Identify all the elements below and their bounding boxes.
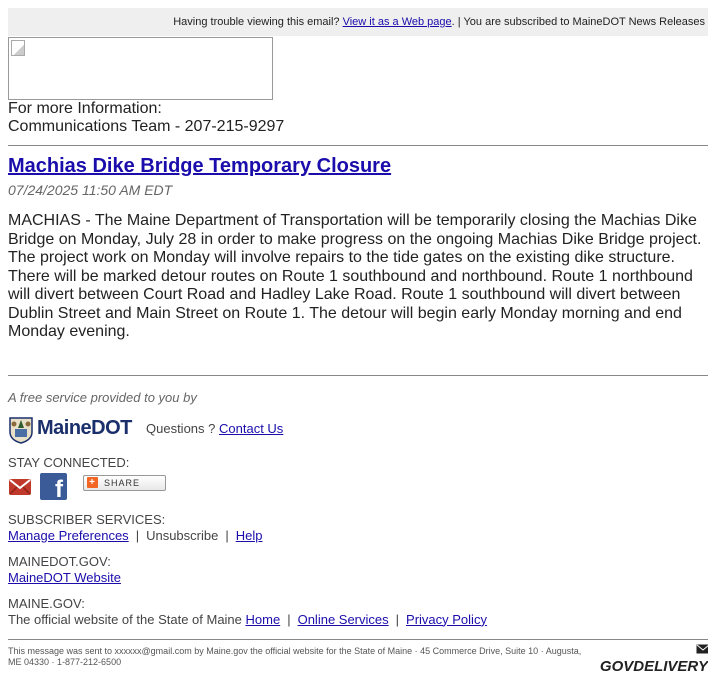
contact-us-link[interactable]: Contact Us (219, 421, 283, 436)
footer (8, 646, 708, 675)
social-row (8, 473, 708, 501)
unsubscribe-link[interactable]: Unsubscribe (146, 528, 218, 543)
questions-text: Questions ? (146, 421, 219, 436)
view-web-page-link[interactable]: View it as a Web page (343, 16, 452, 28)
divider (8, 375, 708, 376)
separator: | (287, 612, 290, 627)
manage-preferences-link[interactable]: Manage Preferences (8, 528, 129, 543)
online-services-link[interactable]: Online Services (298, 612, 389, 627)
contact-info (8, 100, 708, 136)
article-date: 07/24/2025 11:50 AM EDT (8, 182, 708, 198)
stay-connected-label: STAY CONNECTED: (8, 455, 708, 471)
divider (8, 639, 708, 640)
article-body: MACHIAS - The Maine Department of Transportation will be temporarily closing the Machias Dike Bridge on Monday, July 28 in order to make progress on the ongoing Machias Dike Bridge project. The project work on Monday will involve repairs to the tide gates on the existing dike structure. There will be marked detour routes on Route 1 southbound and northbound. Route 1 northbound will divert between Court Road and Hadley Lake Road. Route 1 southbound will divert between Dublin Street and Main Street on Route 1. The detour will begin early Monday morning and end Monday evening. (8, 212, 706, 342)
subscriber-links (8, 528, 708, 544)
header-banner-image (8, 37, 273, 100)
free-service-text: A free service provided to you by (8, 390, 708, 405)
mainedot-wordmark: MaineDOT (37, 417, 132, 440)
divider (8, 145, 708, 146)
govdelivery-logo[interactable] (600, 658, 708, 675)
broken-image-icon (11, 40, 25, 56)
mainedot-website-link[interactable]: MaineDOT Website (8, 570, 121, 585)
home-link[interactable]: Home (246, 612, 281, 627)
mainedot-gov-label: MAINEDOT.GOV: (8, 554, 708, 570)
contact-line-1: For more Information: (8, 100, 708, 118)
share-plus-icon: + (87, 477, 98, 488)
trouble-viewing-text: Having trouble viewing this email? (173, 16, 342, 28)
article-title (8, 154, 708, 178)
article-title-link[interactable]: Machias Dike Bridge Temporary Closure (8, 155, 391, 177)
facebook-icon[interactable]: f (40, 473, 67, 500)
email-header-bar (8, 8, 708, 36)
envelope-icon[interactable] (8, 475, 32, 499)
separator: | (396, 612, 399, 627)
subscriber-services-label: SUBSCRIBER SERVICES: (8, 512, 708, 528)
govdelivery-envelope-icon (696, 644, 708, 654)
share-button[interactable] (83, 475, 166, 491)
govdelivery-wordmark: GOVDELIVERY (600, 658, 708, 675)
questions-label (146, 421, 283, 436)
maine-gov-links (8, 612, 708, 628)
brand-row (8, 413, 708, 445)
mainedot-logo[interactable] (8, 413, 132, 445)
footer-note: This message was sent to xxxxxx@gmail.com by Maine.gov the official website for the State of Maine · 45 Commerce Drive, Suite 10 · Augusta, ME 04330 · 1-877-212-6500 (8, 646, 588, 668)
maine-gov-text: The official website of the State of Maine (8, 612, 246, 627)
mainedot-links (8, 570, 708, 586)
contact-line-2: Communications Team - 207-215-9297 (8, 118, 708, 136)
maine-gov-label: MAINE.GOV: (8, 596, 708, 612)
separator: | (225, 528, 228, 543)
privacy-policy-link[interactable]: Privacy Policy (406, 612, 487, 627)
maine-seal-icon (8, 414, 34, 444)
separator: | (136, 528, 139, 543)
subscription-text: . | You are subscribed to MaineDOT News Releases (452, 16, 705, 28)
share-label: SHARE (104, 478, 140, 488)
help-link[interactable]: Help (236, 528, 263, 543)
